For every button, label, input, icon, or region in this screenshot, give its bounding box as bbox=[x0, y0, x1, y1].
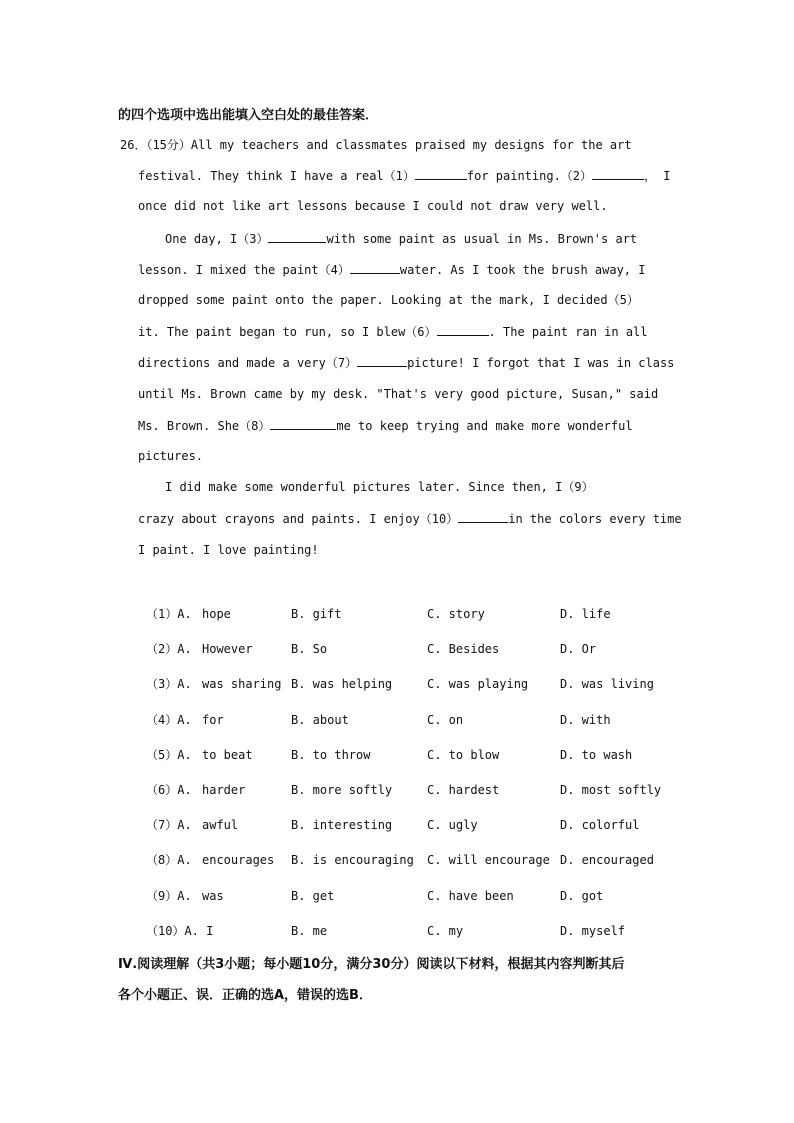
option-b[interactable]: B. get bbox=[291, 889, 335, 903]
option-d[interactable]: D. got bbox=[560, 889, 604, 903]
document-page: 的四个选项中选出能填入空白处的最佳答案． 26．（15分）All my teachers and classmates praised my designs for the art festival. They think I have a real（1） for painting.（2） ， I once did not like art lessons because I could not draw very well. One day, I（3） with some paint as usual in Ms. Brown's art lesson. I mixed the paint（4） water. As I took the brush away, I dropped some paint onto the paper. Looking at the mark, I decided（5） it. The paint began to run, so I blew（6） . The paint ran in all directions and made a very（7） picture! I forgot that I was in class until Ms. Brown came by my desk. "That's very good picture, Susan," said Ms. Brown. She（8） me to keep trying and make more wonderful pictures. I did make some wonderful pictures later. Since then, I（9） crazy about crayons and paints. I enjoy（10） in the colors every time I paint. I love painting! （1）A. hope B. gift C. story D. life （2）A. However B. So C. Besides D. Or （3）A. was sharing B. was helping C. was playing D. was living （4）A. for B. about C. on D. with （5）A. to beat B. to throw C. to blow D. to wash （6）A. harder B. more softly C. hardest D. most softly （7）A. awful B. interesting C. ugly D. colorful （8）A. encourages B. is encouraging C. will encourage D. encouraged （9）A. was B. get C. have been D. got （10）A. I B. me C. my D. myself Ⅳ.阅读理解（共3小题；每小题10分，满分30分）阅读以下材料，根据其内容判断其后 各个小题正、误．正确的选A，错误的选B． bbox=[0, 0, 794, 1123]
option-c[interactable]: C. to blow bbox=[427, 748, 500, 762]
option-c[interactable]: C. story bbox=[427, 607, 485, 621]
option-a[interactable]: to beat bbox=[202, 748, 253, 762]
option-c[interactable]: C. hardest bbox=[427, 783, 500, 797]
section-4-instruction: 各个小题正、误．正确的选A，错误的选B． bbox=[118, 988, 372, 1003]
option-b[interactable]: B. is encouraging bbox=[291, 853, 414, 867]
blank-4[interactable] bbox=[350, 261, 400, 274]
passage-line: festival. They think I have a real（1） for painting.（2） ， I bbox=[138, 169, 671, 183]
option-c[interactable]: C. was playing bbox=[427, 677, 529, 691]
option-d[interactable]: D. was living bbox=[560, 677, 654, 691]
option-b[interactable]: B. to throw bbox=[291, 748, 371, 762]
option-a[interactable]: awful bbox=[202, 818, 239, 832]
option-a[interactable]: （10）A. I bbox=[146, 924, 214, 938]
option-b[interactable]: B. interesting bbox=[291, 818, 393, 832]
passage-line: once did not like art lessons because I could not draw very well. bbox=[138, 199, 608, 213]
blank-2[interactable] bbox=[592, 167, 644, 180]
option-d[interactable]: D. encouraged bbox=[560, 853, 654, 867]
option-b[interactable]: B. was helping bbox=[291, 677, 393, 691]
passage-line: crazy about crayons and paints. I enjoy（10） in the colors every time bbox=[138, 512, 682, 526]
passage-line: lesson. I mixed the paint（4） water. As I took the brush away, I bbox=[138, 263, 646, 277]
blank-7[interactable] bbox=[357, 354, 407, 367]
option-c[interactable]: C. Besides bbox=[427, 642, 500, 656]
option-c[interactable]: C. will encourage bbox=[427, 853, 550, 867]
passage-line: One day, I（3） with some paint as usual in Ms. Brown's art bbox=[165, 232, 638, 246]
blank-8[interactable] bbox=[270, 417, 336, 430]
blank-10[interactable] bbox=[458, 510, 508, 523]
option-a[interactable]: harder bbox=[202, 783, 246, 797]
passage-line: pictures. bbox=[138, 449, 204, 463]
passage-line: until Ms. Brown came by my desk. "That's very good picture, Susan," said bbox=[138, 387, 659, 401]
option-b[interactable]: B. So bbox=[291, 642, 328, 656]
option-a[interactable]: encourages bbox=[202, 853, 275, 867]
option-b[interactable]: B. more softly bbox=[291, 783, 393, 797]
option-a[interactable]: However bbox=[202, 642, 253, 656]
passage-line: I did make some wonderful pictures later. Since then, I（9） bbox=[165, 480, 594, 494]
option-d[interactable]: D. myself bbox=[560, 924, 626, 938]
option-a[interactable]: was bbox=[202, 889, 224, 903]
option-a[interactable]: for bbox=[202, 713, 224, 727]
option-c[interactable]: C. my bbox=[427, 924, 464, 938]
passage-line: it. The paint began to run, so I blew（6） . The paint ran in all bbox=[138, 325, 648, 339]
passage-line: Ms. Brown. She（8） me to keep trying and make more wonderful bbox=[138, 419, 633, 433]
option-c[interactable]: C. ugly bbox=[427, 818, 478, 832]
option-c[interactable]: C. on bbox=[427, 713, 464, 727]
option-d[interactable]: D. colorful bbox=[560, 818, 640, 832]
option-a[interactable]: hope bbox=[202, 607, 231, 621]
option-c[interactable]: C. have been bbox=[427, 889, 514, 903]
passage-line: dropped some paint onto the paper. Looking at the mark, I decided（5） bbox=[138, 293, 639, 307]
section-4-heading: Ⅳ.阅读理解（共3小题；每小题10分，满分30分）阅读以下材料，根据其内容判断其后 bbox=[118, 957, 625, 972]
option-d[interactable]: D. most softly bbox=[560, 783, 662, 797]
blank-1[interactable] bbox=[415, 167, 467, 180]
option-d[interactable]: D. to wash bbox=[560, 748, 633, 762]
passage-line: I paint. I love painting! bbox=[138, 543, 319, 557]
option-b[interactable]: B. me bbox=[291, 924, 328, 938]
option-b[interactable]: B. about bbox=[291, 713, 349, 727]
option-b[interactable]: B. gift bbox=[291, 607, 342, 621]
blank-3[interactable] bbox=[268, 230, 326, 243]
passage-line: directions and made a very（7） picture! I forgot that I was in class bbox=[138, 356, 675, 370]
option-d[interactable]: D. Or bbox=[560, 642, 597, 656]
blank-6[interactable] bbox=[437, 323, 489, 336]
question-26-heading: 26．（15分）All my teachers and classmates praised my designs for the art bbox=[120, 138, 632, 152]
instruction-text: 的四个选项中选出能填入空白处的最佳答案． bbox=[118, 108, 379, 123]
option-a[interactable]: was sharing bbox=[202, 677, 282, 691]
option-d[interactable]: D. with bbox=[560, 713, 611, 727]
option-d[interactable]: D. life bbox=[560, 607, 611, 621]
